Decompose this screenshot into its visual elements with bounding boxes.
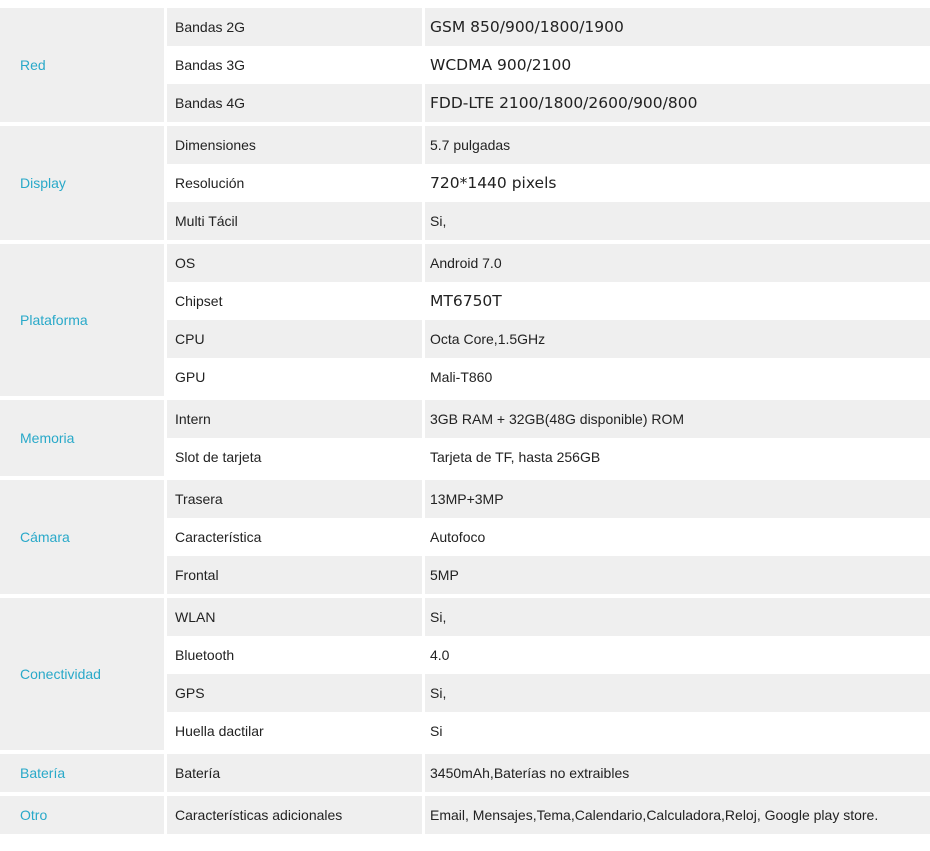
spec-value: Si: [430, 723, 443, 739]
spec-label: Bandas 4G: [175, 95, 246, 111]
spec-value: Mali-T860: [430, 369, 493, 385]
spec-row: [167, 518, 930, 556]
spec-group: [0, 400, 930, 476]
spec-row: [167, 598, 930, 636]
category-label: Cámara: [0, 480, 164, 594]
spec-row: [167, 320, 930, 358]
spec-label: GPU: [175, 369, 206, 385]
spec-value: FDD-LTE 2100/1800/2600/900/800: [430, 94, 698, 112]
spec-label: Trasera: [175, 491, 223, 507]
spec-row: [167, 46, 930, 84]
spec-value: Email, Mensajes,Tema,Calendario,Calculadora,Reloj, Google play store.: [430, 807, 879, 823]
spec-label: Resolución: [175, 175, 245, 191]
spec-row: [167, 796, 930, 834]
spec-label: Bluetooth: [175, 647, 235, 663]
spec-label: Bandas 3G: [175, 57, 246, 73]
spec-value: Autofoco: [430, 529, 486, 545]
spec-value: Si,: [430, 685, 447, 701]
spec-group: [0, 480, 930, 594]
spec-label: OS: [175, 255, 196, 271]
spec-label: Chipset: [175, 293, 223, 309]
category-label: Conectividad: [0, 598, 164, 750]
spec-group: [0, 754, 930, 792]
spec-row: [167, 712, 930, 750]
spec-value: 5MP: [430, 567, 459, 583]
spec-row: [167, 358, 930, 396]
spec-label: Slot de tarjeta: [175, 449, 262, 465]
spec-rows: [167, 598, 930, 750]
category-label: Plataforma: [0, 244, 164, 396]
spec-value: 4.0: [430, 647, 450, 663]
spec-label: Huella dactilar: [175, 723, 264, 739]
spec-group: [0, 796, 930, 834]
spec-rows: [167, 400, 930, 476]
spec-value: 3450mAh,Baterías no extraibles: [430, 765, 630, 781]
spec-value: GSM 850/900/1800/1900: [430, 18, 624, 36]
spec-value: Si,: [430, 213, 447, 229]
category-label: Memoria: [0, 400, 164, 476]
spec-row: [167, 244, 930, 282]
spec-label: Frontal: [175, 567, 219, 583]
spec-row: [167, 400, 930, 438]
spec-label: GPS: [175, 685, 205, 701]
category-label: Red: [0, 8, 164, 122]
spec-row: [167, 674, 930, 712]
spec-group: [0, 8, 930, 122]
spec-group: [0, 126, 930, 240]
spec-rows: [167, 126, 930, 240]
spec-label: Características adicionales: [175, 807, 343, 823]
spec-label: WLAN: [175, 609, 216, 625]
spec-group: [0, 244, 930, 396]
category-label: Display: [0, 126, 164, 240]
spec-row: [167, 438, 930, 476]
spec-value: 5.7 pulgadas: [430, 137, 511, 153]
spec-row: [167, 480, 930, 518]
spec-row: [167, 126, 930, 164]
spec-rows: [167, 754, 930, 792]
spec-value: Android 7.0: [430, 255, 502, 271]
spec-value: MT6750T: [430, 292, 502, 310]
spec-value: 13MP+3MP: [430, 491, 504, 507]
spec-value: Si,: [430, 609, 447, 625]
spec-label: Bandas 2G: [175, 19, 246, 35]
spec-value: Octa Core,1.5GHz: [430, 331, 546, 347]
spec-label: Dimensiones: [175, 137, 256, 153]
spec-label: CPU: [175, 331, 205, 347]
spec-row: [167, 8, 930, 46]
spec-rows: [167, 244, 930, 396]
spec-table: [0, 8, 930, 838]
spec-row: [167, 282, 930, 320]
spec-rows: [167, 8, 930, 122]
spec-rows: [167, 480, 930, 594]
spec-label: Multi Tácil: [175, 213, 238, 229]
spec-row: [167, 164, 930, 202]
spec-rows: [167, 796, 930, 834]
spec-group: [0, 598, 930, 750]
spec-value: 720*1440 pixels: [430, 174, 557, 192]
category-label: Batería: [0, 754, 164, 792]
spec-label: Batería: [175, 765, 221, 781]
category-label: Otro: [0, 796, 164, 834]
spec-row: [167, 636, 930, 674]
spec-value: Tarjeta de TF, hasta 256GB: [430, 449, 601, 465]
spec-value: WCDMA 900/2100: [430, 56, 572, 74]
spec-row: [167, 202, 930, 240]
spec-row: [167, 754, 930, 792]
spec-value: 3GB RAM + 32GB(48G disponible) ROM: [430, 411, 685, 427]
spec-row: [167, 556, 930, 594]
spec-label: Característica: [175, 529, 262, 545]
spec-row: [167, 84, 930, 122]
spec-label: Intern: [175, 411, 211, 427]
